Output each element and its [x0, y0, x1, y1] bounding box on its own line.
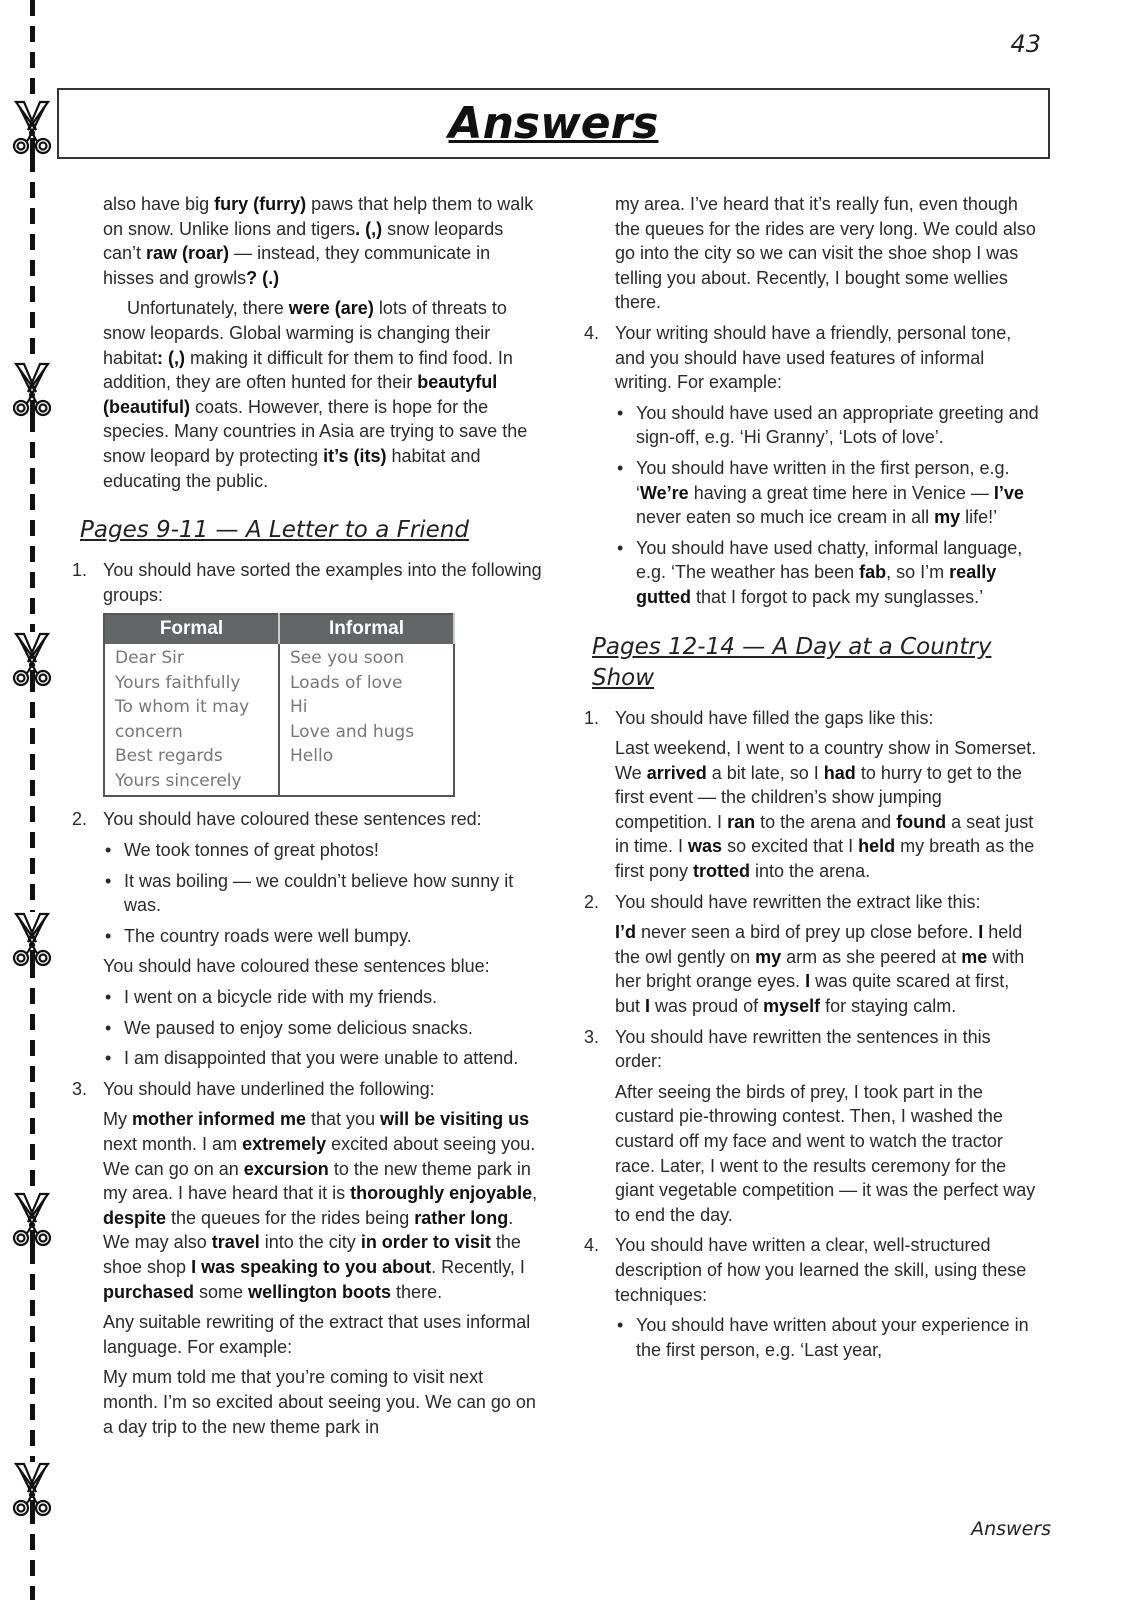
text-run: . We may also: [103, 1207, 514, 1253]
bold-answer: travel: [211, 1232, 260, 1253]
bold-answer: my: [755, 946, 782, 967]
bullet-item: [72, 838, 542, 863]
numbered-answer: [584, 890, 1039, 915]
text-run: ,: [532, 1183, 538, 1204]
bold-answer: fury (furry): [214, 194, 307, 214]
text-run: The country roads were well bumpy.: [124, 925, 412, 946]
text-run: You should have rewritten the sentences in this order:: [615, 1026, 991, 1072]
table-header: Formal: [104, 614, 279, 644]
scissors-icon: [10, 100, 54, 158]
cut-line: [30, 0, 35, 1600]
text-run: , so I’m: [886, 562, 950, 583]
bold-answer: thoroughly enjoyable: [350, 1183, 533, 1204]
numbered-answer: [72, 558, 542, 607]
text-run: You should have written a clear, well-structured description of how you learned the skill, using these techniques:: [615, 1235, 1027, 1305]
formal-informal-table: [103, 613, 455, 797]
scissors-icon: [10, 362, 54, 420]
text-run: You should have filled the gaps like this:: [615, 707, 934, 728]
paragraph: [72, 1107, 542, 1304]
bold-answer: was: [688, 836, 723, 857]
numbered-answer: [584, 1233, 1039, 1307]
bold-answer: I’ve: [993, 482, 1024, 503]
text-run: Pages 9-11 — A Letter to a Friend: [80, 517, 470, 544]
text-run: — instead, they communicate in hisses and growls: [103, 243, 491, 288]
bold-answer: I: [978, 922, 984, 943]
text-run: for staying calm.: [820, 996, 957, 1017]
item-number: 4.: [584, 1235, 600, 1256]
item-number: 1.: [72, 560, 88, 581]
item-number: 3.: [72, 1078, 88, 1099]
bullet-icon: •: [617, 1315, 624, 1336]
bold-answer: extremely: [242, 1134, 327, 1154]
scissors-icon: [10, 1462, 54, 1520]
item-number: 3.: [584, 1026, 600, 1047]
formal-example: Yours faithfully: [115, 672, 241, 693]
bullet-icon: •: [105, 870, 112, 891]
text-run: You should have rewritten the extract like this:: [615, 891, 981, 912]
text-run: was quite scared at first, but: [615, 971, 1010, 1017]
bullet-icon: •: [105, 987, 112, 1008]
text-run: to the arena and: [755, 811, 897, 832]
bold-answer: will be visiting us: [380, 1109, 530, 1130]
scissors-icon: [10, 912, 54, 970]
text-run: held the owl gently on: [615, 922, 1023, 967]
item-number: 2.: [72, 809, 88, 830]
informal-cell: [279, 644, 454, 797]
numbered-answer: [584, 321, 1039, 395]
bold-answer: I was speaking to you about: [191, 1256, 432, 1277]
formal-informal-table-wrap: [72, 613, 542, 797]
informal-example: See you soon: [290, 647, 405, 668]
informal-example: Love and hugs: [290, 721, 415, 742]
text-run: You should have coloured these sentences blue:: [103, 956, 490, 977]
text-run: making it difficult for them to find food. In addition, they are often hunted for their: [103, 347, 513, 393]
bold-answer: fab: [859, 562, 887, 583]
bold-answer: it’s (its): [323, 445, 387, 466]
paragraph: [584, 1080, 1039, 1228]
bold-answer: : (,): [157, 347, 186, 368]
bullet-item: [584, 456, 1039, 530]
text-run: coats. However, there is hope for the species. Many countries in Asia are trying to save the snow leopard by protecting: [103, 396, 528, 466]
text-run: Last weekend, I went to a country show in Somerset. We: [615, 738, 1037, 783]
right-column: [584, 192, 1039, 1368]
bullet-icon: •: [105, 925, 112, 946]
bold-answer: were (are): [288, 298, 374, 319]
bullet-icon: •: [617, 402, 624, 423]
text-run: to the new theme park in my area. I have heard that it is: [103, 1158, 531, 1204]
bold-answer: arrived: [646, 762, 707, 783]
text-run: You should have coloured these sentences red:: [103, 809, 482, 830]
text-run: lots of threats to snow leopards. Global warming is changing their habitat: [103, 298, 507, 368]
paragraph: [72, 1365, 542, 1439]
bold-answer: found: [896, 811, 947, 832]
text-run: Unfortunately, there: [127, 298, 289, 319]
numbered-answer: [584, 706, 1039, 731]
bullet-item: [584, 401, 1039, 450]
numbered-answer: [72, 807, 542, 832]
bold-answer: myself: [763, 996, 821, 1017]
bullet-icon: •: [105, 1048, 112, 1069]
text-run: life!’: [960, 507, 998, 528]
bold-answer: I: [805, 971, 811, 992]
item-number: 2.: [584, 891, 600, 912]
formal-example: To whom it may concern: [115, 697, 250, 742]
numbered-answer: [72, 1077, 542, 1102]
bold-answer: ran: [727, 811, 756, 832]
bold-answer: my: [934, 507, 961, 528]
item-number: 1.: [584, 707, 600, 728]
text-run: Your writing should have a friendly, personal tone, and you should have used features of informal writing. For example:: [615, 322, 1012, 393]
bold-answer: had: [823, 762, 856, 783]
text-run: habitat and educating the public.: [103, 445, 481, 491]
scissors-icon: [10, 632, 54, 690]
numbered-answer: [584, 1025, 1039, 1074]
text-run: You should have underlined the following:: [103, 1078, 435, 1099]
text-run: You should have used chatty, informal language, e.g. ‘The weather has been: [636, 537, 1023, 583]
text-run: so excited that I: [722, 836, 859, 857]
paragraph: [72, 954, 542, 979]
bold-answer: We’re: [640, 482, 689, 503]
formal-example: Yours sincerely: [115, 770, 242, 791]
text-run: to hurry to get to the first event — the children’s show jumping competition. I: [615, 762, 1022, 832]
text-run: . Recently, I: [431, 1256, 525, 1277]
text-run: paws that help them to walk on snow. Unlike lions and tigers: [103, 194, 534, 239]
text-run: with her bright orange eyes.: [615, 946, 1025, 992]
bold-answer: mother informed me: [132, 1109, 307, 1130]
text-run: excited about seeing you. We can go on an: [103, 1134, 536, 1179]
paragraph: [72, 1310, 542, 1359]
text-run: next month. I am: [103, 1134, 243, 1154]
text-run: We paused to enjoy some delicious snacks.: [124, 1017, 473, 1038]
text-run: that I forgot to pack my sunglasses.’: [690, 586, 984, 607]
informal-example: Loads of love: [290, 672, 403, 693]
bullet-icon: •: [617, 457, 624, 478]
paragraph: [584, 736, 1039, 884]
text-run: never eaten so much ice cream in all: [636, 507, 935, 528]
text-run: You should have written in the first person, e.g. ‘: [636, 457, 1010, 503]
bold-answer: me: [961, 946, 988, 967]
text-run: My mum told me that you’re coming to visit next month. I’m so excited about seeing you. We can go on a day trip to the new theme park in: [103, 1367, 536, 1437]
section-heading: [592, 632, 1039, 694]
footer-label: Answers: [971, 1518, 1051, 1540]
bullet-item: [584, 1313, 1039, 1362]
bold-answer: I: [645, 996, 651, 1017]
bold-answer: . (,): [355, 218, 383, 239]
bullet-icon: •: [617, 537, 624, 558]
text-run: It was boiling — we couldn’t believe how sunny it was.: [124, 870, 514, 916]
text-run: my area. I’ve heard that it’s really fun, even though the queues for the rides are very long. We could also go into the city so we can visit the shoe shop I was telling you about. Recently, I bought some wellies there.: [615, 194, 1036, 313]
bold-answer: trotted: [693, 861, 751, 882]
bold-answer: held: [858, 836, 896, 857]
text-run: You should have written about your experience in the first person, e.g. ‘Last year,: [636, 1315, 1029, 1360]
text-run: the queues for the rides being: [166, 1207, 415, 1228]
scissors-icon: [10, 1192, 54, 1250]
bold-answer: purchased: [103, 1281, 195, 1302]
page-title: Answers: [448, 98, 659, 149]
table-header: Informal: [279, 614, 454, 644]
text-run: was proud of: [650, 996, 764, 1017]
bold-answer: in order to visit: [360, 1232, 491, 1253]
text-run: into the city: [259, 1232, 361, 1253]
formal-cell: [104, 644, 279, 797]
bullet-item: [72, 985, 542, 1010]
text-run: having a great time here in Venice —: [688, 482, 994, 503]
bold-answer: wellington boots: [248, 1281, 392, 1302]
bullet-item: [72, 869, 542, 918]
bold-answer: ? (.): [246, 267, 280, 288]
formal-example: Best regards: [115, 746, 223, 767]
informal-example: Hi: [290, 697, 308, 718]
text-run: My: [103, 1109, 132, 1130]
text-run: You should have used an appropriate greeting and sign-off, e.g. ‘Hi Granny’, ‘Lots of love’.: [636, 402, 1039, 448]
text-run: my breath as the first pony: [615, 836, 1035, 882]
text-run: that you: [306, 1109, 381, 1130]
bold-answer: excursion: [243, 1158, 329, 1179]
text-run: into the arena.: [750, 861, 871, 882]
text-run: I went on a bicycle ride with my friends.: [124, 987, 438, 1008]
text-run: a seat just in time. I: [615, 811, 1034, 857]
paragraph: [72, 192, 542, 290]
text-run: Any suitable rewriting of the extract that uses informal language. For example:: [103, 1312, 531, 1357]
bullet-item: [72, 1016, 542, 1041]
text-run: never seen a bird of prey up close before.: [636, 922, 979, 943]
text-run: snow leopards can’t: [103, 218, 504, 264]
text-run: arm as she peered at: [781, 946, 962, 967]
text-run: some: [194, 1281, 249, 1302]
text-run: You should have sorted the examples into the following groups:: [103, 560, 542, 605]
text-run: also have big: [103, 194, 215, 214]
page-number: 43: [1010, 30, 1041, 58]
text-run: there.: [391, 1281, 443, 1302]
text-run: After seeing the birds of prey, I took part in the custard pie-throwing contest. Then, I washed the custard off my face and went to watch the tractor race. Later, I went to the results ceremony for the giant vegetable competition — it was the perfect way to end the day.: [615, 1081, 1036, 1225]
bold-answer: rather long: [414, 1207, 509, 1228]
text-run: the shoe shop: [103, 1232, 521, 1277]
informal-example: Hello: [290, 746, 334, 767]
text-run: We took tonnes of great photos!: [124, 840, 379, 861]
bullet-item: [72, 1046, 542, 1071]
item-number: 4.: [584, 322, 600, 343]
left-column: [72, 192, 542, 1445]
bullet-item: [584, 536, 1039, 610]
bullet-icon: •: [105, 1017, 112, 1038]
bold-answer: raw (roar): [146, 243, 230, 264]
paragraph: [584, 920, 1039, 1018]
text-run: I am disappointed that you were unable to attend.: [124, 1048, 519, 1069]
bold-answer: despite: [103, 1207, 167, 1228]
paragraph: [72, 296, 542, 493]
section-heading: [80, 515, 542, 546]
text-run: Pages 12-14 — A Day at a Country Show: [592, 633, 992, 691]
title-box: [57, 88, 1050, 159]
bullet-icon: •: [105, 840, 112, 861]
bold-answer: really gutted: [636, 562, 997, 607]
bullet-item: [72, 924, 542, 949]
bold-answer: beautyful (beautiful): [103, 372, 498, 417]
text-run: a bit late, so I: [706, 762, 824, 783]
paragraph: [584, 192, 1039, 315]
bold-answer: I’d: [615, 922, 636, 943]
formal-example: Dear Sir: [115, 647, 184, 668]
